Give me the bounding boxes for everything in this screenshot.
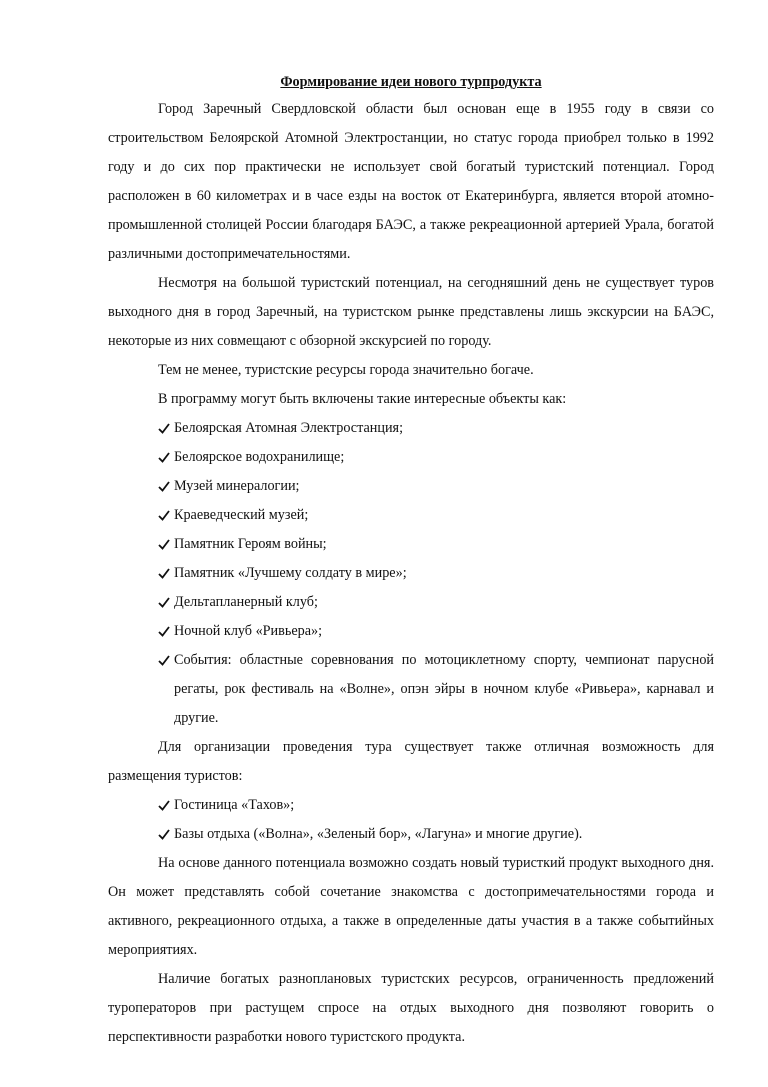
checkmark-icon	[158, 791, 172, 820]
checkmark-icon	[158, 559, 172, 588]
paragraph-conclusion: Наличие богатых разноплановых туристских ресурсов, ограниченность предложений туроператоров при растущем спросе на отдых выходного дня позволяют говорить о перспективности разработки нового туристского продукта.	[108, 971, 714, 1045]
objects-list	[108, 414, 714, 733]
list-item: Краеведческий музей;	[158, 501, 714, 530]
list-item: Гостиница «Тахов»;	[158, 791, 714, 820]
paragraph-potential: Несмотря на большой туристский потенциал, на сегодняшний день не существует туров выходного дня в город Заречный, на туристском рынке представлены лишь экскурсии на БАЭС, некоторые из них совмещают с обзорной экскурсией по городу.	[108, 275, 714, 349]
list-item: Дельтапланерный клуб;	[158, 588, 714, 617]
list-item: Базы отдыха («Волна», «Зеленый бор», «Лагуна» и многие другие).	[158, 820, 714, 849]
paragraph-intro: Город Заречный Свердловской области был основан еще в 1955 году в связи со строительством Белоярской Атомной Электростанции, но статус города приобрел только в 1992 году и до сих пор практически не использует свой богатый туристский потенциал. Город расположен в 60 километрах и в часе езды на восток от Екатеринбурга, является второй атомно-промышленной столицей России благодаря БАЭС, а также рекреационной артерией Урала, богатой различными достопримечательностями.	[108, 101, 714, 262]
checkmark-icon	[158, 414, 172, 443]
paragraph-resources: Тем не менее, туристские ресурсы города значительно богаче.	[158, 362, 534, 378]
checkmark-icon	[158, 472, 172, 501]
accommodation-list	[108, 791, 714, 849]
list-item: Памятник «Лучшему солдату в мире»;	[158, 559, 714, 588]
paragraph-accommodation: Для организации проведения тура существует также отличная возможность для размещения туристов:	[108, 739, 714, 784]
list-item: Ночной клуб «Ривьера»;	[158, 617, 714, 646]
list-item: Музей минералогии;	[158, 472, 714, 501]
checkmark-icon	[158, 530, 172, 559]
checkmark-icon	[158, 443, 172, 472]
checkmark-icon	[158, 588, 172, 617]
checkmark-icon	[158, 617, 172, 646]
checkmark-icon	[158, 820, 172, 849]
list-item: События: областные соревнования по мотоциклетному спорту, чемпионат парусной регаты, рок фестиваль на «Волне», опэн эйры в ночном клубе «Ривьера», карнавал и другие.	[158, 646, 714, 733]
list-item: Белоярская Атомная Электростанция;	[158, 414, 714, 443]
document-title: Формирование идеи нового турпродукта	[280, 74, 542, 90]
checkmark-icon	[158, 646, 172, 675]
paragraph-new-product: На основе данного потенциала возможно создать новый туристкий продукт выходного дня. Он может представлять собой сочетание знакомства с достопримечательностями города и активного, рекреационного отдыха, а также в определенные даты участия в а также событийных мероприятиях.	[108, 855, 714, 958]
paragraph-program: В программу могут быть включены такие интересные объекты как:	[158, 391, 567, 407]
checkmark-icon	[158, 501, 172, 530]
document-page	[108, 74, 714, 1052]
list-item: Памятник Героям войны;	[158, 530, 714, 559]
list-item: Белоярское водохранилище;	[158, 443, 714, 472]
